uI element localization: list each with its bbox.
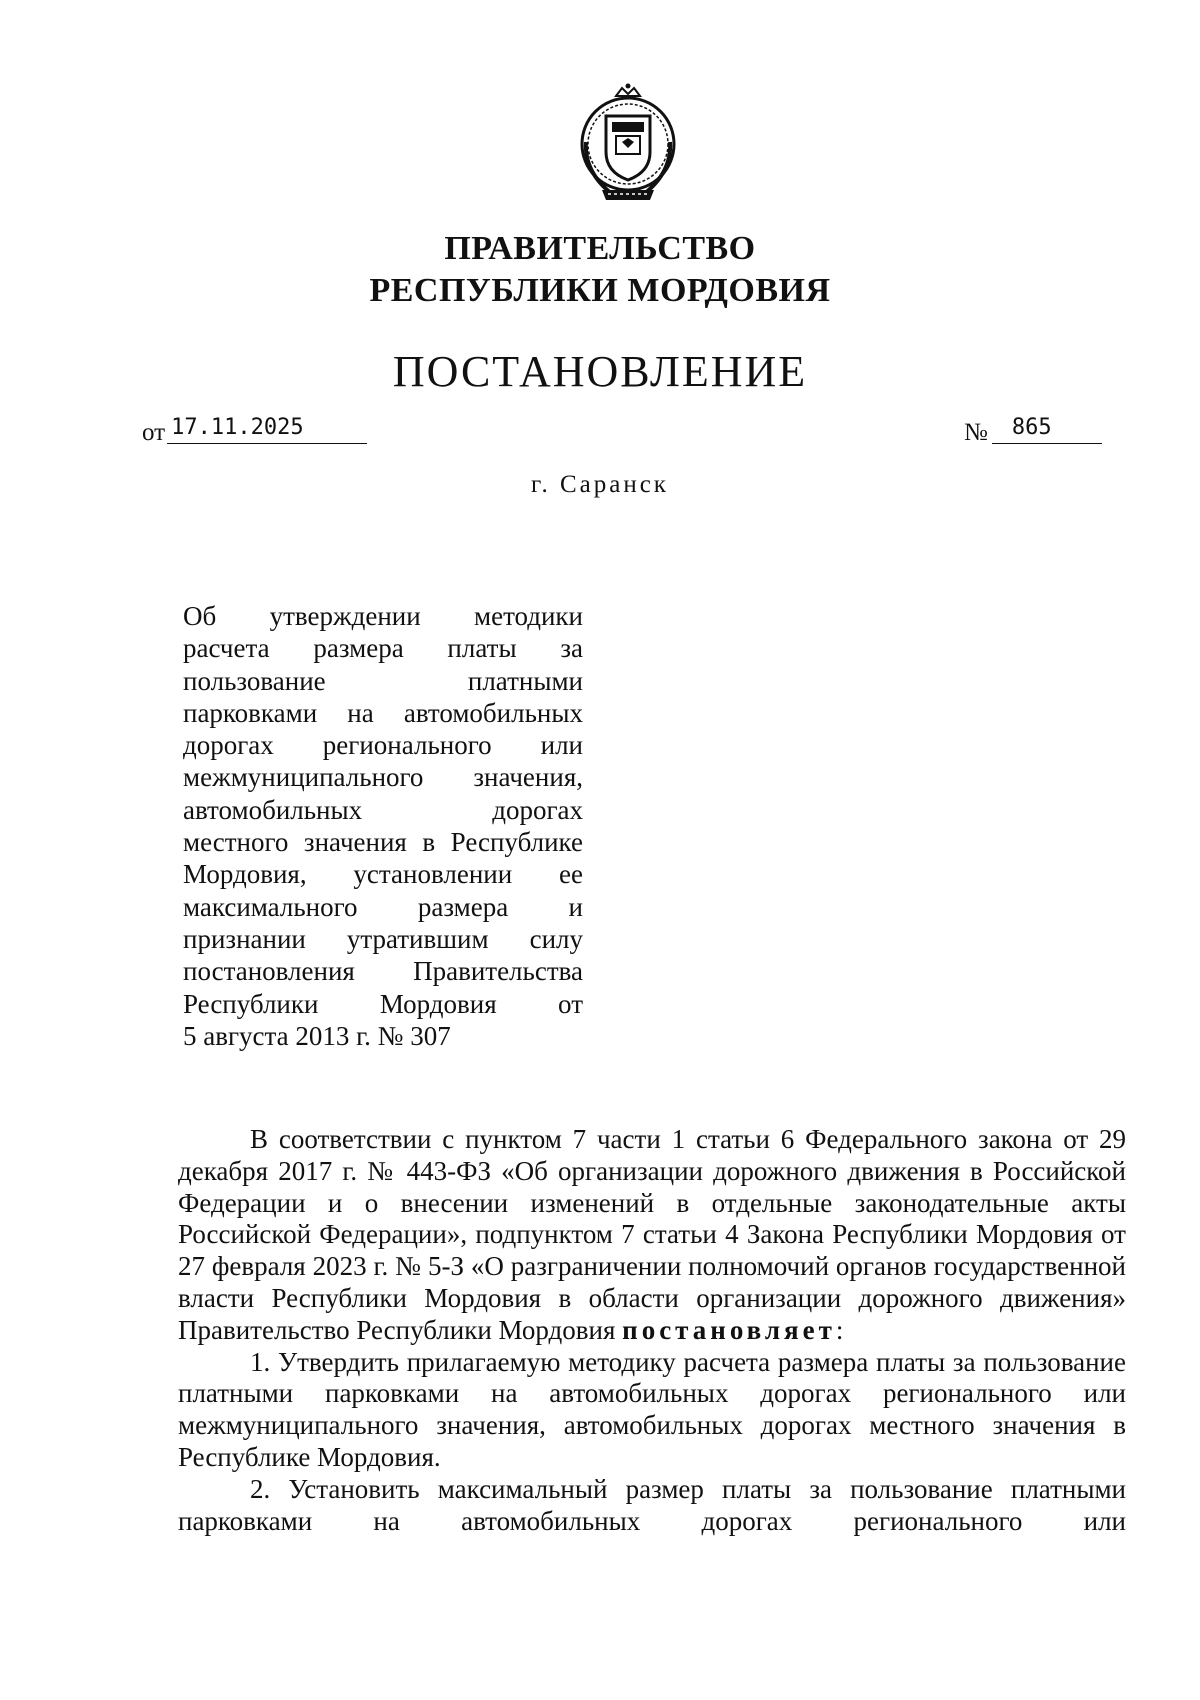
subject-line: пользование платными (183, 665, 583, 696)
decree-word: постановляет (622, 1314, 836, 1345)
item-2-paragraph: 2. Установить максимальный размер платы за пользование платными парковками на автомобильных дорогах регионального или (178, 1473, 1126, 1536)
subject-line: постановления Правительства (183, 956, 583, 987)
subject-line: расчета размера платы за (183, 633, 583, 664)
subject-line: местного значения в Республике (183, 827, 583, 858)
subject-line: 5 августа 2013 г. № 307 (183, 1020, 451, 1051)
decree-colon: : (835, 1314, 844, 1345)
subject-line: максимального размера и (183, 891, 583, 922)
item-1-paragraph: 1. Утвердить прилагаемую методику расчета размера платы за пользование платными парковками на автомобильных дорогах регионального или межмуниципального значения, автомобильных дорогах местного значения в Республике Мордовия. (178, 1346, 1126, 1472)
date-line (142, 415, 367, 450)
subject-line: парковками на автомобильных (183, 697, 583, 728)
government-title-line2: РЕСПУБЛИКИ МОРДОВИЯ (369, 272, 831, 309)
city-line: г. Саранск (531, 471, 669, 498)
preamble-paragraph (178, 1124, 1126, 1347)
date-prefix: от (142, 419, 166, 446)
mordovia-coat-of-arms-icon (572, 82, 684, 212)
subject-line: автомобильных дорогах (183, 794, 583, 825)
document-subject (183, 600, 583, 1052)
number-prefix: № (964, 419, 988, 446)
subject-line: дорогах регионального или (183, 730, 583, 761)
document-type-title: ПОСТАНОВЛЕНИЕ (392, 347, 808, 396)
document-number: 865 (992, 413, 1102, 444)
government-title-line1: ПРАВИТЕЛЬСТВО (444, 230, 756, 267)
number-line (964, 415, 1102, 450)
subject-line: межмуниципального значения, (183, 762, 583, 793)
subject-line: Об утверждении методики (183, 601, 583, 631)
subject-line: Республики Мордовия от (183, 988, 583, 1019)
government-title (0, 228, 1200, 312)
document-body (178, 1124, 1126, 1537)
preamble-text: В соответствии с пунктом 7 части 1 статьи 6 Федерального закона от 29 декабря 2017 г. № 443-ФЗ «Об организации дорожного движения в Российской Федерации и о внесении изменений в отдельные законодательные акты Российской Федерации», подпунктом 7 статьи 4 Закона Республики Мордовия от 27 февраля 2023 г. № 5-З «О разграничении полномочий органов государственной власти Республики Мордовия в области организации дорожного движения» Правительство Республики Мордовия (178, 1124, 1126, 1345)
subject-line: признании утратившим силу (183, 923, 583, 954)
document-date: 17.11.2025 (167, 413, 367, 444)
subject-line: Мордовия, установлении ее (183, 859, 583, 890)
